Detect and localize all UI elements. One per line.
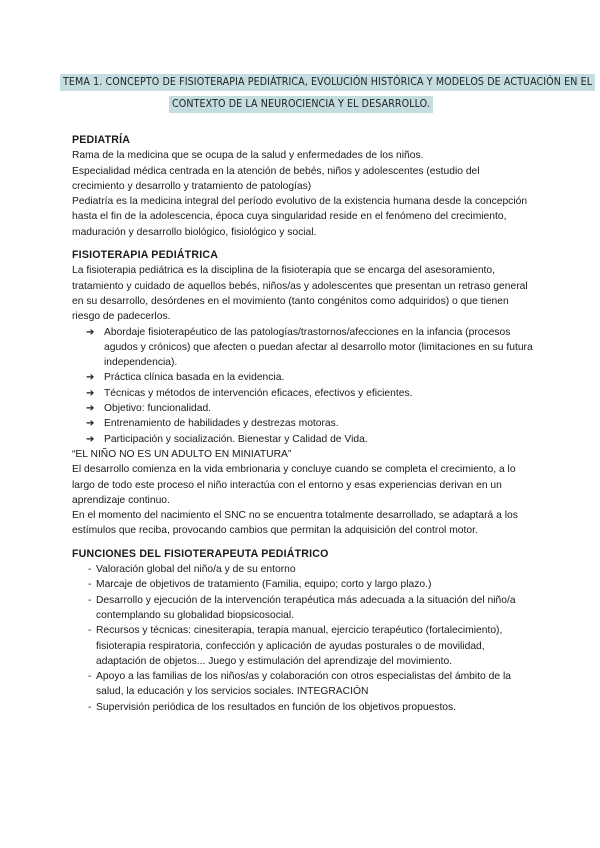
list-item-text: Recursos y técnicas: cinesiterapia, terapia manual, ejercicio terapéutico (fortalecimiento), fisioterapia respiratoria, confección y aplicación de ayudas posturales o de movilidad, adaptación de objetos... Juego y estimulación del aprendizaje del movimiento. [96, 625, 503, 667]
list-item [72, 401, 534, 416]
list-item-text: Desarrollo y ejecución de la intervención terapéutica más adecuada a la situación del niño/a contemplando su globalidad biopsicosocial. [96, 594, 516, 621]
dash-bullet: - [88, 671, 92, 683]
arrow-icon: ➔ [86, 372, 95, 384]
list-item-text: Apoyo a las familias de los niños/as y colaboración con otros especialistas del ámbito de la salud, la educación y los servicios sociales. INTEGRACIÓN [96, 671, 511, 698]
section-spacer [72, 240, 534, 248]
list-item [72, 370, 534, 385]
list-item [72, 432, 534, 447]
arrow-icon: ➔ [86, 387, 95, 399]
section-spacer [72, 539, 534, 547]
dash-bullet: - [88, 594, 92, 606]
list-item [72, 700, 534, 715]
list-item [72, 416, 534, 431]
dash-bullet: - [88, 625, 92, 637]
section-heading-pediatria: PEDIATRÍA [72, 134, 131, 146]
dash-bullet: - [88, 701, 92, 713]
pediatria-paragraph-3: Pediatría es la medicina integral del período evolutivo de la existencia humana desde la concepción hasta el fin de la adolescencia, época cuya singularidad reside en el fenómeno del crecimiento, maduración y desarrollo biológico, fisiológico y social. [72, 196, 528, 238]
list-item-text: Valoración global del niño/a y de su entorno [96, 564, 296, 576]
pediatria-paragraph-2: Especialidad médica centrada en la atención de bebés, niños y adolescentes (estudio del crecimiento y desarrollo y tratamiento de patologías) [72, 165, 480, 192]
funciones-bullet-list [72, 562, 534, 715]
document-title [60, 72, 593, 116]
list-item-text: Participación y socialización. Bienestar y Calidad de Vida. [104, 433, 368, 445]
section-heading-funciones: FUNCIONES DEL FISIOTERAPEUTA PEDIÁTRICO [72, 547, 329, 560]
list-item-text: Supervisión periódica de los resultados en función de los objetivos propuestos. [96, 701, 457, 713]
list-item [72, 325, 534, 371]
fisioterapia-intro: La fisioterapia pediátrica es la disciplina de la fisioterapia que se encarga del asesoramiento, tratamiento y cuidado de aquellos bebés, niños/as y adolescentes que presentan un retraso general en su desarrollo, desórdenes en el movimiento (tanto congénitos como adquiridos) o que tienen riesgo de padecerlos. [72, 265, 528, 323]
list-item [72, 562, 534, 577]
paragraph-desarrollo: El desarrollo comienza en la vida embrionaria y concluye cuando se completa el crecimiento, a lo largo de todo este proceso el niño interactúa con el entorno y esas experiencias derivan en un aprendizaje continuo. [72, 464, 516, 506]
title-line-2: CONTEXTO DE LA NEUROCIENCIA Y EL DESARROLLO. [169, 96, 433, 113]
list-item [72, 593, 534, 624]
list-item [72, 623, 534, 669]
list-item [72, 386, 534, 401]
list-item-text: Práctica clínica basada en la evidencia. [104, 372, 285, 384]
fisioterapia-bullet-list [72, 325, 534, 447]
list-item [72, 669, 534, 700]
pediatria-paragraph-1: Rama de la medicina que se ocupa de la salud y enfermedades de los niños. [72, 150, 424, 162]
title-line-1: TEMA 1. CONCEPTO DE FISIOTERAPIA PEDIÁTRICA, EVOLUCIÓN HISTÓRICA Y MODELOS DE ACTUACIÓN EN EL [60, 74, 595, 91]
list-item-text: Entrenamiento de habilidades y destrezas motoras. [104, 418, 339, 430]
list-item-text: Abordaje fisioterapéutico de las patologías/trastornos/afecciones en la infancia (procesos agudos y crónicos) que afecten o puedan afectar al desarrollo motor (limitaciones en su futura independencia). [104, 326, 533, 369]
paragraph-snc: En el momento del nacimiento el SNC no se encuentra totalmente desarrollado, se adaptará a los estímulos que reciba, provocando cambios que permitan la adquisición del control motor. [72, 510, 518, 537]
dash-bullet: - [88, 564, 92, 576]
list-item-text: Marcaje de objetivos de tratamiento (Familia, equipo; corto y largo plazo.) [96, 579, 432, 591]
list-item-text: Técnicas y métodos de intervención eficaces, efectivos y eficientes. [104, 387, 413, 399]
arrow-icon: ➔ [86, 418, 95, 430]
document-body [72, 133, 534, 715]
list-item [72, 577, 534, 592]
arrow-icon: ➔ [86, 326, 95, 338]
section-heading-fisioterapia: FISIOTERAPIA PEDIÁTRICA [72, 249, 219, 262]
arrow-icon: ➔ [86, 403, 95, 415]
dash-bullet: - [88, 579, 92, 591]
list-item-text: Objetivo: funcionalidad. [104, 403, 212, 415]
quote-nino-adulto: “EL NIÑO NO ES UN ADULTO EN MINIATURA” [72, 448, 292, 460]
arrow-icon: ➔ [86, 433, 95, 445]
